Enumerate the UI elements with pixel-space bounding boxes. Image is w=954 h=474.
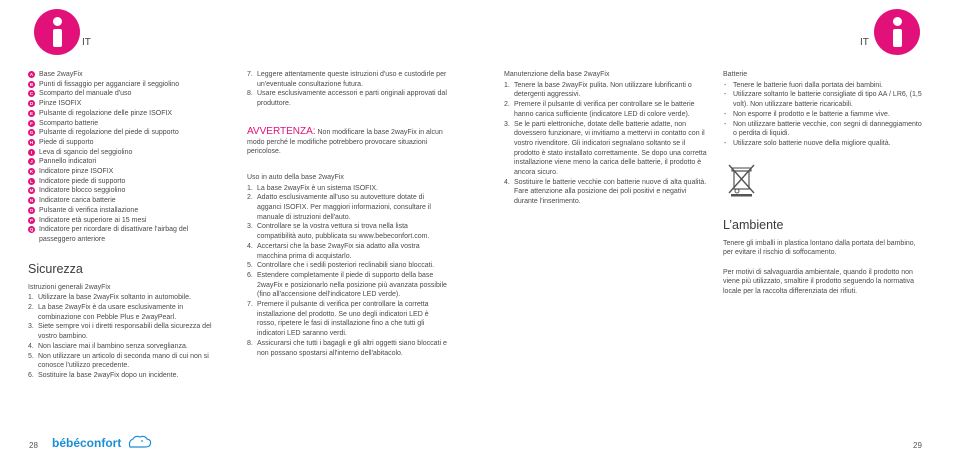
part-letter-badge: C <box>29 91 34 97</box>
environment-paragraph-1: Tenere gli imballi in plastica lontano dalla portata del bambino, per evitare il rischio di soffocamento. <box>723 239 916 257</box>
list-number: 2. <box>28 304 34 312</box>
general-instruction-item <box>247 89 447 108</box>
list-text: Siete sempre voi i diretti responsabili della sicurezza del vostro bambino. <box>38 323 212 341</box>
list-text: Premere il pulsante di verifica per controllare la corretta installazione del prodotto. Se uno degli indicatori LED è rosso, ripetere le fasi di installazione fino a che tutti gli indicatori LED saranno verdi. <box>257 301 429 338</box>
list-number: 3. <box>247 223 253 231</box>
part-letter-badge: L <box>28 178 35 185</box>
list-text: Utilizzare solo batterie nuove della migliore qualità. <box>733 139 891 147</box>
part-list-item <box>28 157 224 167</box>
list-text: Sostituire la base 2wayFix dopo un incidente. <box>38 371 179 379</box>
parts-list <box>28 70 224 245</box>
list-text: Controllare se la vostra vettura si trova nella lista compatibilità auto, pubblicata su www.bebeconfort.com. <box>257 223 430 241</box>
elephant-logo-icon <box>123 436 152 450</box>
part-list-item <box>28 206 224 216</box>
batteries-subheading: Batterie <box>723 71 748 78</box>
part-list-item <box>28 225 224 244</box>
list-number: 8. <box>247 90 253 98</box>
part-label: Leva di sgancio del seggiolino <box>39 148 133 156</box>
list-text: Non utilizzare un articolo di seconda mano di cui non si conosce l'utilizzo precedente. <box>38 352 209 370</box>
list-text: Adatto esclusivamente all'uso su autovetture dotate di agganci ISOFIX. Per maggiori informazioni, consultare il manuale di istruzioni dell'auto. <box>257 194 431 221</box>
part-letter-badge: D <box>29 101 34 107</box>
list-text: Premere il pulsante di verifica per controllare se le batterie hanno carica sufficiente (indicatore LED di colore verde). <box>514 101 695 118</box>
part-letter-badge: H <box>29 139 34 145</box>
list-number: 1. <box>504 81 510 89</box>
part-list-item <box>28 109 224 119</box>
part-letter-badge: A <box>29 72 34 77</box>
part-label: Indicatore età superiore ai 15 mesi <box>39 216 147 224</box>
part-label: Indicatore per ricordare di disattivare l'airbag del passeggero anteriore <box>39 226 189 243</box>
general-instruction-item <box>28 371 224 381</box>
part-label: Pulsante di verifica installazione <box>39 206 139 214</box>
part-list-item <box>28 148 224 158</box>
battery-list-item <box>723 110 923 120</box>
part-list-item <box>28 177 224 187</box>
list-number: 4. <box>247 242 253 250</box>
part-label: Scomparto batterie <box>39 119 99 127</box>
maintenance-list <box>504 81 707 207</box>
list-text: Tenere le batterie fuori dalla portata dei bambini. <box>733 81 883 89</box>
car-use-item <box>247 193 447 222</box>
part-label: Pulsante di regolazione del piede di supporto <box>39 129 179 137</box>
left-column-1 <box>28 70 224 381</box>
car-use-item <box>247 339 447 358</box>
car-use-item <box>247 222 447 241</box>
list-text: Non lasciare mai il bambino senza sorveglianza. <box>38 342 188 350</box>
list-text: Assicurarsi che tutti i bagagli e gli altri oggetti siano bloccati e non possano spostarsi all'interno dell'abitacolo. <box>257 339 447 357</box>
part-label: Base 2wayFix <box>39 71 83 78</box>
list-text: Non utilizzare batterie vecchie, con segni di danneggiamento o perdita di liquidi. <box>733 120 922 138</box>
part-letter-badge: J <box>28 158 35 165</box>
car-use-item <box>247 261 447 271</box>
part-list-item <box>28 216 224 226</box>
battery-list-item <box>723 139 923 149</box>
part-label: Scomparto del manuale d'uso <box>39 90 132 98</box>
part-letter-badge: K <box>29 169 34 175</box>
warning-block <box>247 127 447 157</box>
general-instruction-item <box>247 70 447 89</box>
safety-heading: Sicurezza <box>28 261 83 276</box>
car-use-list <box>247 184 447 359</box>
list-text: Usare esclusivamente accessori e parti originali approvati dal produttore. <box>257 90 447 108</box>
part-letter-badge: M <box>29 188 34 194</box>
car-use-item <box>247 300 447 339</box>
maintenance-item <box>504 178 707 207</box>
list-text: Tenere la base 2wayFix pulita. Non utilizzare lubrificanti o detergenti aggressivi. <box>514 81 692 99</box>
dash-bullet: - <box>724 139 727 147</box>
part-letter-badge: Q <box>29 227 34 233</box>
part-list-item <box>28 128 224 138</box>
warning-label: AVVERTENZA: <box>247 125 316 137</box>
list-text: Utilizzare soltanto le batterie consigliate di tipo AA / LR6, (1,5 volt). Non utilizzare batterie ricaricabili. <box>733 91 922 109</box>
maintenance-item <box>504 81 707 100</box>
part-list-item <box>28 138 224 148</box>
part-label: Punti di fissaggio per agganciare il seggiolino <box>39 80 180 88</box>
right-column-2 <box>723 70 923 307</box>
car-use-subheading: Uso in auto della base 2wayFix <box>247 173 344 181</box>
instructions-continued-list <box>247 70 447 109</box>
part-list-item <box>28 119 224 129</box>
page-number: 28 <box>29 441 38 450</box>
part-letter-badge: F <box>28 120 35 127</box>
part-list-item <box>28 167 224 177</box>
list-number: 1. <box>28 294 34 302</box>
info-icon <box>874 9 920 55</box>
part-label: Pulsante di regolazione delle pinze ISOFIX <box>39 109 173 117</box>
batteries-list <box>723 81 923 149</box>
general-instructions-list <box>28 293 224 380</box>
list-number: 8. <box>247 339 253 347</box>
right-page <box>477 0 954 474</box>
list-text: La base 2wayFix è da usare esclusivamente in combinazione con Pebble Plus e 2wayPearl. <box>38 304 184 321</box>
battery-list-item <box>723 90 923 109</box>
list-number: 5. <box>28 352 34 360</box>
list-number: 2. <box>247 194 253 202</box>
part-list-item <box>28 80 224 90</box>
part-list-item <box>28 89 224 99</box>
part-letter-badge: G <box>29 130 34 136</box>
part-label: Indicatore blocco seggiolino <box>39 187 126 195</box>
part-label: Indicatore carica batterie <box>39 197 116 205</box>
maintenance-item <box>504 100 707 119</box>
general-instruction-item <box>28 303 224 322</box>
list-text: La base 2wayFix è un sistema ISOFIX. <box>257 184 378 192</box>
list-number: 6. <box>28 371 34 379</box>
part-letter-badge: P <box>29 217 33 223</box>
general-instructions-subheading: Istruzioni generali 2wayFix <box>28 283 111 291</box>
dash-bullet: - <box>724 81 727 89</box>
part-letter-badge: E <box>29 110 33 116</box>
list-text: Leggere attentamente queste istruzioni d'uso e custodirle per un'eventuale consultazione futura. <box>257 71 447 88</box>
list-number: 7. <box>247 301 253 309</box>
general-instruction-item <box>28 342 224 352</box>
general-instruction-item <box>28 293 224 303</box>
list-text: Se le parti elettroniche, dotate delle batterie adatte, non dovessero funzionare, vi invitiamo a mettervi in contatto con il vostro rivenditore. Gli indicatori segnalano soltanto se il prodotto è stato installato correttamente. Se dopo una corretta installazione viene meno la carica delle batterie, il prodotto è ancora sicuro. <box>514 120 707 177</box>
info-icon <box>34 9 80 55</box>
language-code: IT <box>860 37 869 48</box>
part-list-item <box>28 70 224 80</box>
dash-bullet: - <box>724 91 727 99</box>
maintenance-item <box>504 120 707 178</box>
part-letter-badge: B <box>29 81 34 87</box>
list-number: 4. <box>504 178 510 186</box>
part-letter-badge: I <box>28 149 35 156</box>
part-label: Indicatore piede di supporto <box>39 177 126 185</box>
list-number: 4. <box>28 342 34 350</box>
part-label: Pinze ISOFIX <box>39 100 82 108</box>
part-label: Piede di supporto <box>39 138 94 146</box>
environment-heading: L’ambiente <box>723 217 784 232</box>
list-text: Non esporre il prodotto e le batterie a fiamme vive. <box>733 110 890 118</box>
battery-list-item <box>723 120 923 139</box>
list-text: Estendere completamente il piede di supporto della base 2wayFix e posizionarlo nella posizione più avanzata possibile (fino all'accensione dell'indicatore LED verde). <box>257 271 447 299</box>
part-letter-badge: O <box>29 207 34 213</box>
list-number: 7. <box>247 71 253 78</box>
language-code: IT <box>82 37 91 48</box>
list-number: 5. <box>247 262 253 270</box>
part-list-item <box>28 99 224 109</box>
dash-bullet: - <box>724 110 727 118</box>
crossed-out-wheelie-bin-icon <box>727 163 757 197</box>
part-label: Indicatore pinze ISOFIX <box>39 168 114 176</box>
car-use-item <box>247 271 447 300</box>
list-text: Sostituire le batterie vecchie con batterie nuove di alta qualità. Fare attenzione alla posizione dei poli positivi e negativi durante l'inserimento. <box>514 178 707 206</box>
environment-paragraph-2: Per motivi di salvaguardia ambientale, quando il prodotto non viene più utilizzato, smaltire il prodotto seguendo la normativa locale per la raccolta differenziata dei rifiuti. <box>723 268 915 296</box>
car-use-item <box>247 184 447 194</box>
maintenance-subheading: Manutenzione della base 2wayFix <box>504 71 610 78</box>
list-number: 3. <box>504 120 510 128</box>
page-number: 29 <box>913 441 922 450</box>
brand-logo <box>52 435 153 450</box>
list-number: 2. <box>504 101 510 109</box>
brand-logo-text: bébéconfort <box>52 436 122 450</box>
part-letter-badge: N <box>29 198 34 204</box>
left-column-2 <box>247 70 447 358</box>
warning-text: Non modificare la base 2wayFix in alcun modo perché le modifiche potrebbero provocare situazioni pericolose. <box>247 128 443 156</box>
dash-bullet: - <box>724 120 727 128</box>
list-number: 1. <box>247 184 253 192</box>
part-list-item <box>28 186 224 196</box>
general-instruction-item <box>28 352 224 371</box>
list-text: Controllare che i sedili posteriori reclinabili siano bloccati. <box>257 262 435 270</box>
right-column-1 <box>504 70 707 207</box>
list-text: Utilizzare la base 2wayFix soltanto in automobile. <box>38 294 191 302</box>
part-list-item <box>28 196 224 206</box>
list-number: 3. <box>28 323 34 331</box>
battery-list-item <box>723 81 923 91</box>
car-use-item <box>247 242 447 261</box>
general-instruction-item <box>28 322 224 341</box>
list-number: 6. <box>247 271 253 279</box>
part-label: Pannello indicatori <box>39 158 97 166</box>
list-text: Accertarsi che la base 2wayFix sia adatto alla vostra macchina prima di acquistarlo. <box>257 242 420 260</box>
